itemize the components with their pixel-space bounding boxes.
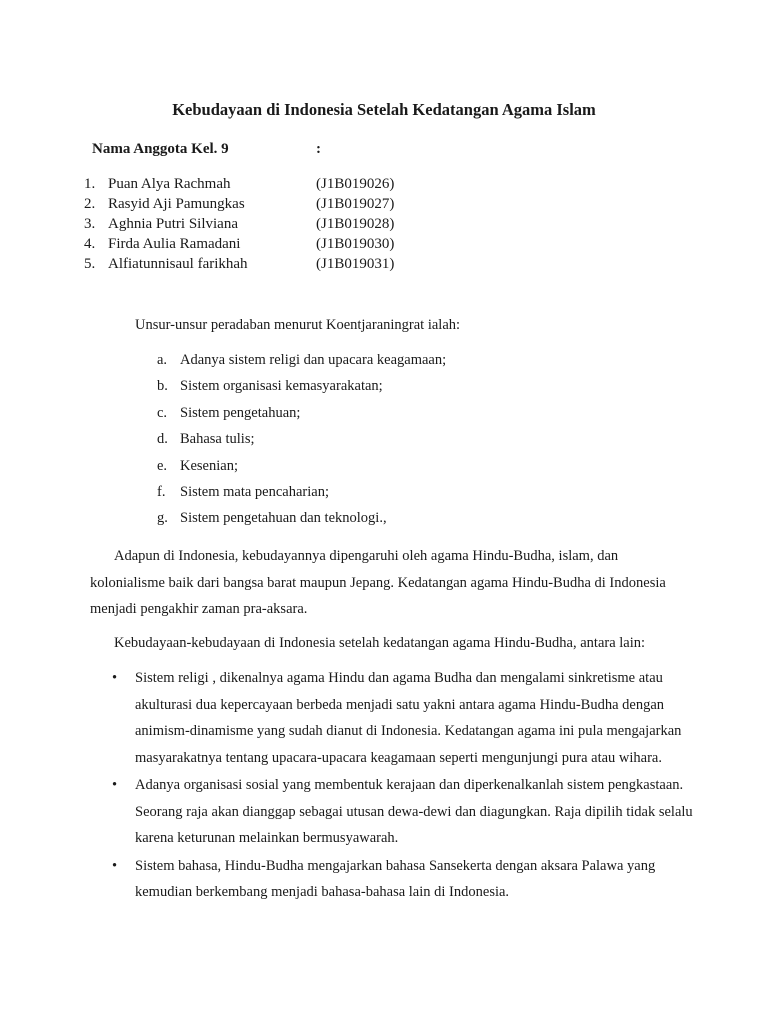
- list-item: [157, 482, 577, 508]
- list-text: Sistem pengetahuan;: [180, 404, 301, 421]
- bullet-text: Adanya organisasi sosial yang membentuk kerajaan dan diperkenalkanlah sistem pengkastaan. Seorang raja akan dianggap sebagai utusan dewa-dewi dan diagungkan. Raja dipilih tidak selalu karena keturunan melainkan bermusyawarah.: [135, 777, 693, 846]
- member-row: [84, 254, 504, 274]
- member-nim: (J1B019026): [316, 176, 395, 192]
- member-name: Puan Alya Rachmah: [108, 176, 231, 192]
- member-number: 1.: [84, 176, 96, 192]
- list-text: Sistem pengetahuan dan teknologi.,: [180, 510, 387, 527]
- paragraph-influences: Adapun di Indonesia, kebudayannya dipengaruhi oleh agama Hindu-Budha, islam, dan kolonialisme baik dari bangsa barat maupun Jepang. Kedatangan agama Hindu-Budha di Indonesia menjadi pengakhir zaman pra-aksara.: [90, 548, 666, 617]
- member-number: 3.: [84, 216, 96, 232]
- members-colon: :: [316, 141, 321, 157]
- document-title: Kebudayaan di Indonesia Setelah Kedatangan Agama Islam: [172, 100, 596, 119]
- list-item: [157, 403, 577, 429]
- civilization-elements-list: [157, 350, 577, 535]
- list-letter: g.: [157, 510, 168, 527]
- list-item: [157, 376, 577, 402]
- member-nim: (J1B019030): [316, 236, 395, 252]
- list-letter: f.: [157, 483, 166, 500]
- list-letter: a.: [157, 352, 168, 368]
- list-text: Adanya sistem religi dan upacara keagamaan;: [180, 352, 447, 368]
- member-list: [84, 174, 504, 274]
- member-nim: (J1B019031): [316, 256, 395, 272]
- member-row: [84, 194, 504, 214]
- member-name: Firda Aulia Ramadani: [108, 236, 241, 252]
- member-name: Alfiatunnisaul farikhah: [108, 256, 248, 272]
- member-nim: (J1B019028): [316, 216, 395, 232]
- member-number: 4.: [84, 236, 96, 252]
- list-item: [157, 350, 577, 376]
- members-label: Nama Anggota Kel. 9: [92, 141, 229, 157]
- list-item: [157, 429, 577, 455]
- cultures-bullet-list: [110, 665, 700, 906]
- list-letter: e.: [157, 457, 168, 474]
- bullet-text: Sistem bahasa, Hindu-Budha mengajarkan bahasa Sansekerta dengan aksara Palawa yang kemudian berkembang menjadi bahasa-bahasa lain di Indonesia.: [135, 857, 656, 900]
- member-name: Rasyid Aji Pamungkas: [108, 196, 245, 212]
- bullet-icon: •: [112, 857, 118, 874]
- member-row: [84, 174, 504, 194]
- bullet-text: Sistem religi , dikenalnya agama Hindu dan agama Budha dan mengalami sinkretisme atau akulturasi dua kepercayaan berbeda menjadi satu yakni antara agama Hindu-Budha dengan animism-dinamisme yang sudah dianut di Indonesia. Kedatangan agama ini pula mengajarkan masyarakatnya tentang upacara-upacara keagamaan seperti mengunjungi pura atau wihara.: [135, 670, 682, 766]
- list-text: Sistem organisasi kemasyarakatan;: [180, 378, 383, 395]
- member-row: [84, 214, 504, 234]
- list-text: Bahasa tulis;: [180, 431, 255, 448]
- list-letter: b.: [157, 378, 168, 395]
- paragraph-cultures-intro: Kebudayaan-kebudayaan di Indonesia setelah kedatangan agama Hindu-Budha, antara lain:: [114, 635, 646, 651]
- member-name: Aghnia Putri Silviana: [108, 216, 238, 232]
- elements-intro: Unsur-unsur peradaban menurut Koentjaraningrat ialah:: [135, 317, 461, 333]
- member-nim: (J1B019027): [316, 196, 395, 212]
- member-number: 2.: [84, 196, 96, 212]
- list-letter: c.: [157, 404, 168, 421]
- member-row: [84, 234, 504, 254]
- list-item: [157, 456, 577, 482]
- list-text: Sistem mata pencaharian;: [180, 483, 329, 500]
- bullet-item: [110, 772, 700, 852]
- bullet-icon: •: [112, 777, 118, 793]
- list-letter: d.: [157, 431, 168, 448]
- member-number: 5.: [84, 256, 96, 272]
- list-item: [157, 508, 577, 534]
- bullet-item: [110, 853, 700, 906]
- bullet-icon: •: [112, 670, 118, 686]
- list-text: Kesenian;: [180, 457, 238, 474]
- bullet-item: [110, 665, 700, 771]
